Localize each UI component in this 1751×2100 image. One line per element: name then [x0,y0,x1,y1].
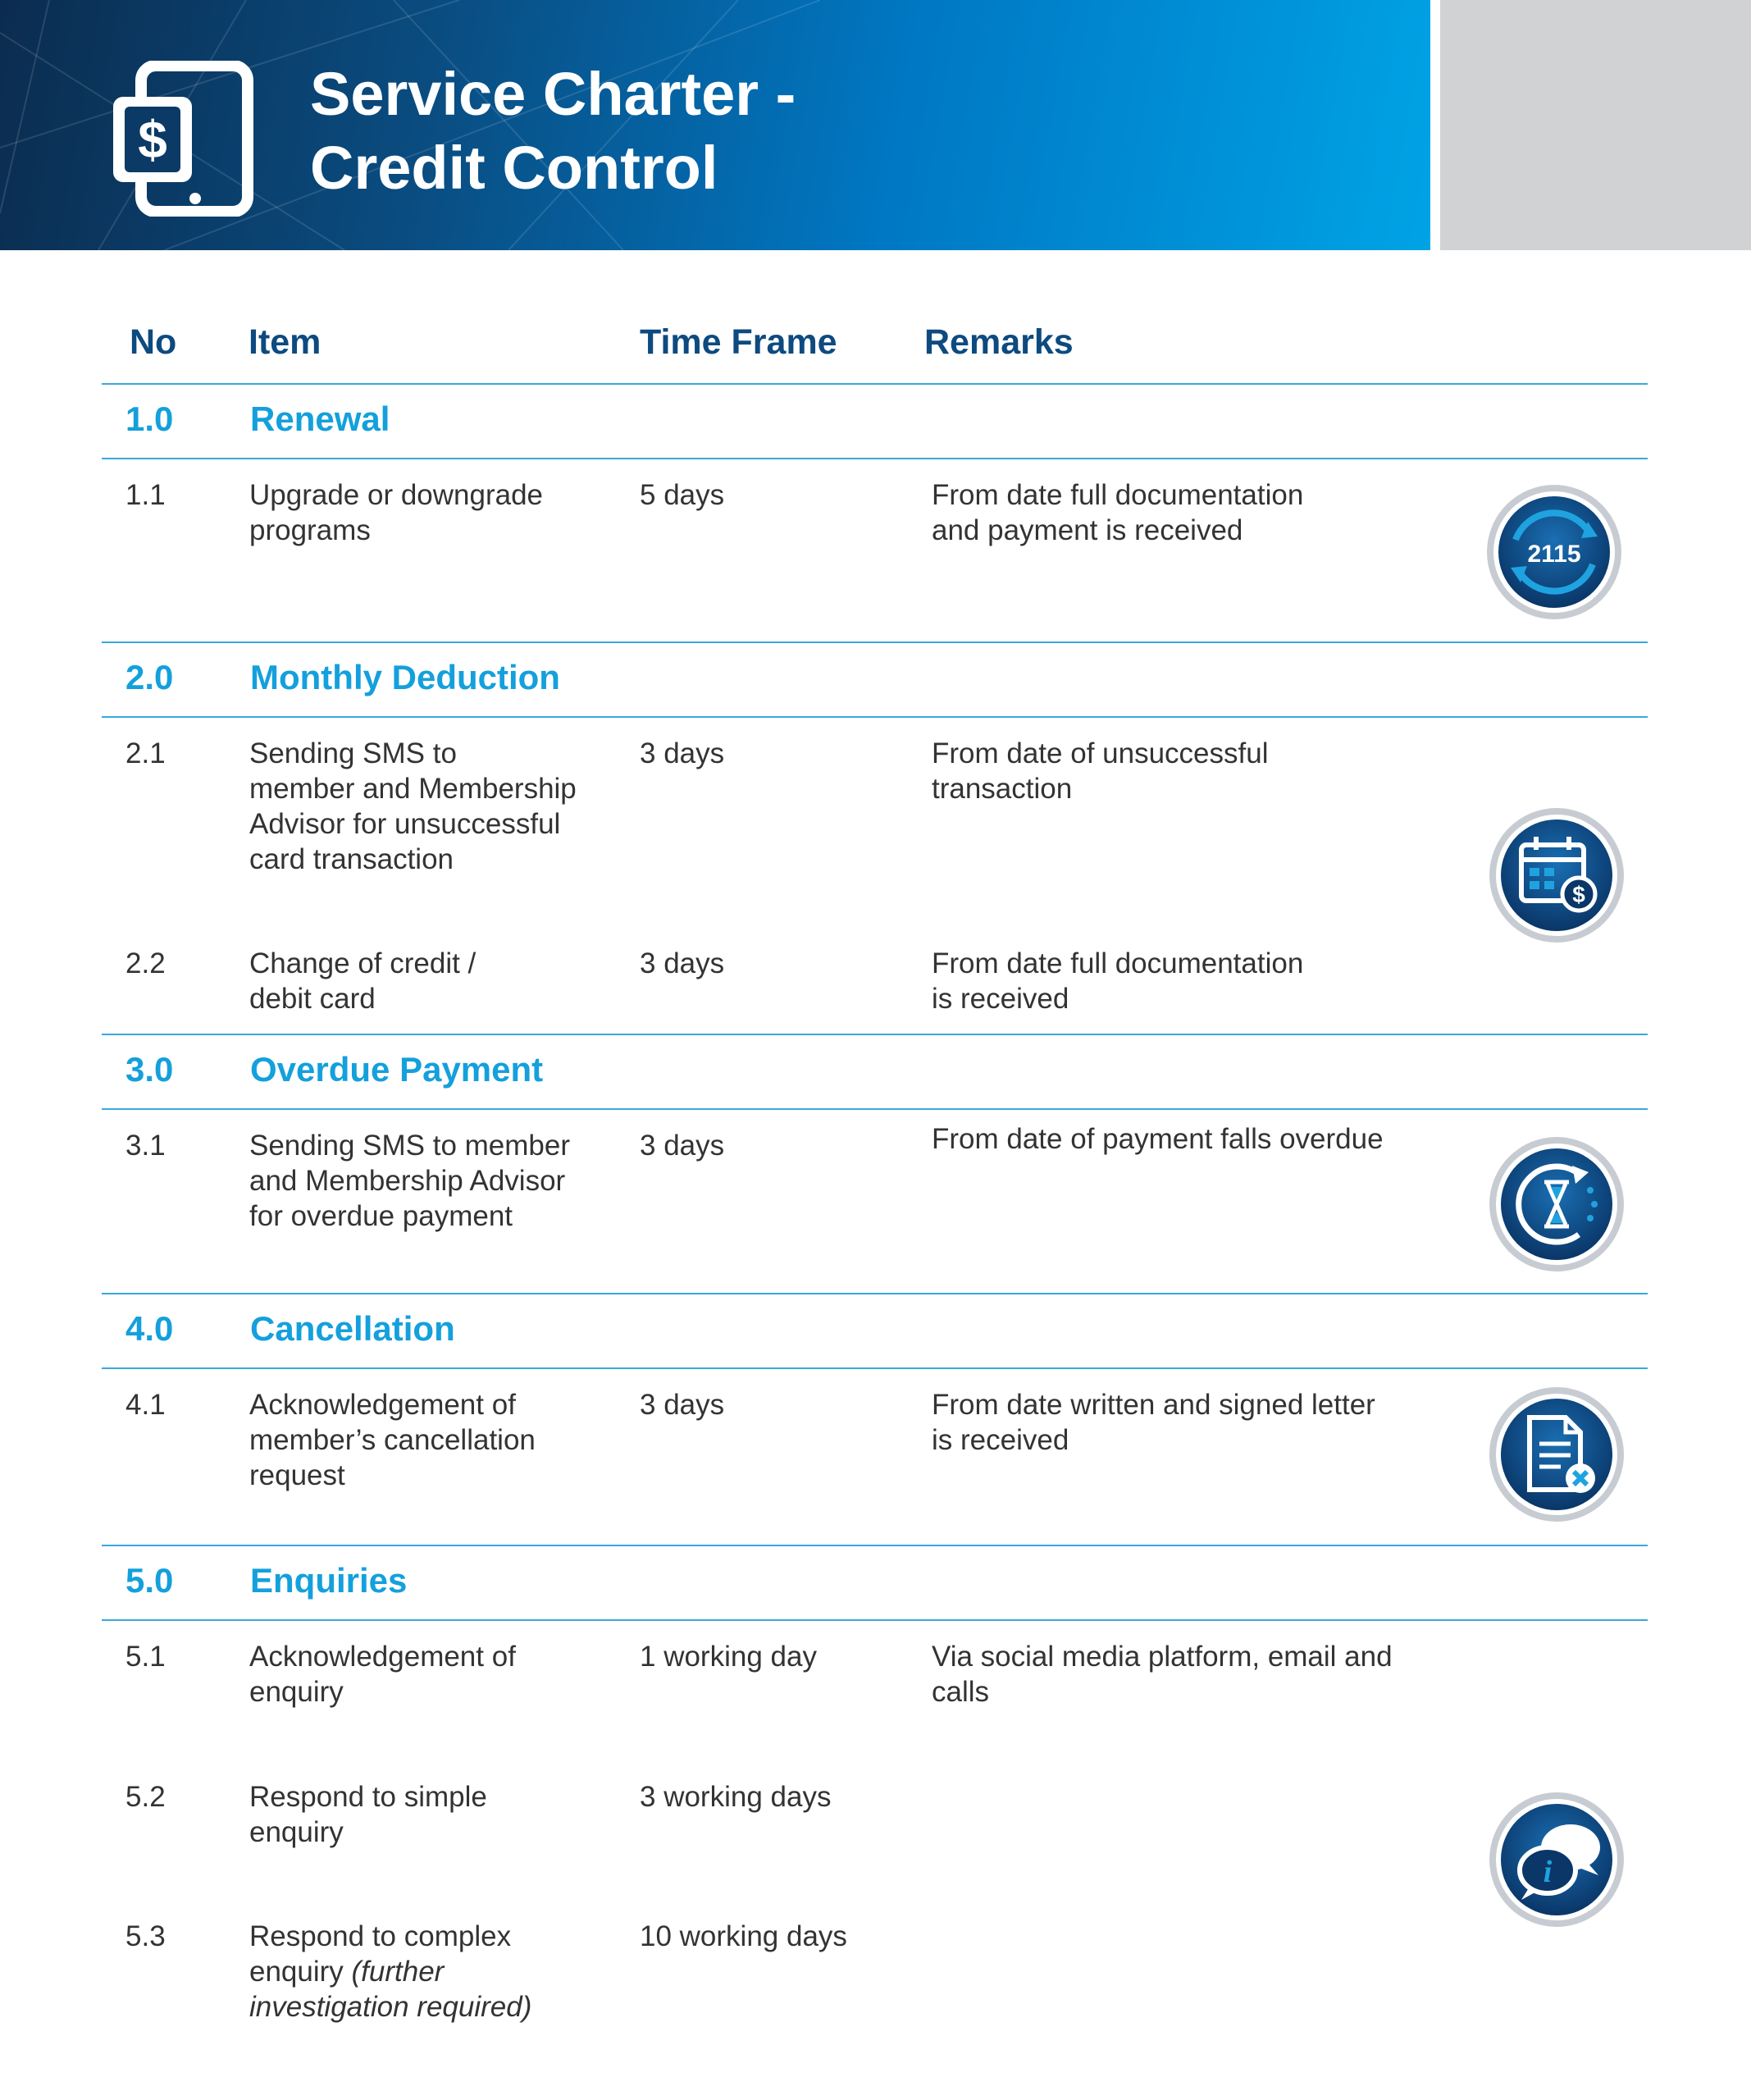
column-header-time-frame: Time Frame [640,322,837,362]
row-item [249,1128,635,1234]
row-number: 5.1 [125,1641,166,1673]
item-line: Sending SMS to [249,737,457,769]
column-header-remarks: Remarks [924,322,1074,362]
section-title: Overdue Payment [250,1050,544,1089]
hourglass-clock-icon [1487,1134,1626,1274]
svg-text:2115: 2115 [1527,541,1581,568]
row-number: 2.2 [125,947,166,979]
divider [102,1293,1648,1294]
divider [102,1545,1648,1546]
item-line: and Membership Advisor [249,1165,566,1197]
item-line: card transaction [249,843,454,875]
row-item [249,1639,635,1710]
divider [102,383,1648,385]
row-time-frame: 3 working days [640,1781,832,1813]
row-remarks [932,1387,1440,1458]
svg-text:$: $ [1572,882,1585,907]
title-line-1: Service Charter - [310,60,796,128]
svg-text:i: i [1543,1855,1553,1889]
item-line: for overdue payment [249,1200,513,1232]
item-line: Respond to simple [249,1781,487,1813]
row-time-frame: 3 days [640,947,725,979]
row-item [249,1387,635,1493]
item-line: Acknowledgement of [249,1641,516,1673]
item-line: debit card [249,983,376,1015]
renewal-2115-icon [1484,482,1624,622]
document-cancel-icon [1487,1385,1626,1524]
remarks-line: From date full documentation [932,479,1304,511]
section-number: 3.0 [125,1050,174,1089]
divider [102,1619,1648,1621]
column-header-no: No [130,322,177,362]
item-line: Respond to complex [249,1920,512,1952]
divider [102,716,1648,718]
section-number: 2.0 [125,658,174,696]
svg-text:$: $ [138,110,167,169]
calendar-dollar-icon [1487,806,1626,945]
row-number: 4.1 [125,1389,166,1421]
remarks-line: From date of payment falls overdue [932,1123,1384,1155]
row-number: 3.1 [125,1130,166,1162]
row-item [249,736,635,877]
row-time-frame: 3 days [640,1130,725,1162]
page-title [310,57,796,205]
item-line: Advisor for unsuccessful [249,808,561,840]
row-number: 1.1 [125,479,166,511]
title-line-2: Credit Control [310,134,718,202]
divider [102,1034,1648,1035]
item-line-text: enquiry [249,1956,344,1988]
row-number: 2.1 [125,737,166,769]
row-item [249,946,635,1016]
remarks-line: is received [932,983,1069,1015]
divider [102,1367,1648,1369]
row-remarks [932,1121,1440,1157]
row-remarks [932,1639,1440,1710]
item-line: member’s cancellation [249,1424,536,1456]
divider [102,458,1648,459]
row-number: 5.3 [125,1920,166,1952]
remarks-line: Via social media platform, email and [932,1641,1393,1673]
row-time-frame: 3 days [640,737,725,769]
remarks-line: From date written and signed letter [932,1389,1375,1421]
item-line: request [249,1459,345,1491]
row-item [249,1919,635,2025]
chat-info-icon [1487,1790,1626,1929]
section-title: Cancellation [250,1309,455,1348]
item-line: member and Membership [249,773,577,805]
header-grey-block [1440,0,1751,250]
remarks-line: and payment is received [932,514,1243,546]
row-number: 5.2 [125,1781,166,1813]
row-item [249,1779,635,1850]
row-time-frame: 5 days [640,479,725,511]
item-line: enquiry [249,1676,344,1708]
item-note: investigation required) [249,1991,532,2023]
row-item [249,477,635,548]
divider [102,1108,1648,1110]
item-line: Upgrade or downgrade [249,479,544,511]
remarks-line: From date full documentation [932,947,1304,979]
item-line: Acknowledgement of [249,1389,516,1421]
column-header-item: Item [249,322,321,362]
item-line [249,1954,635,1989]
section-number: 1.0 [125,399,174,438]
remarks-line: From date of unsuccessful [932,737,1269,769]
tablet-dollar-icon [108,61,256,217]
remarks-line: transaction [932,773,1073,805]
section-title: Monthly Deduction [250,658,560,696]
item-line: enquiry [249,1816,344,1848]
row-remarks [932,477,1440,548]
row-remarks [932,946,1440,1016]
row-remarks [932,736,1440,806]
item-note: (further [351,1956,445,1988]
divider [102,641,1648,643]
row-time-frame: 1 working day [640,1641,817,1673]
row-time-frame: 10 working days [640,1920,847,1952]
section-number: 4.0 [125,1309,174,1348]
row-time-frame: 3 days [640,1389,725,1421]
section-title: Enquiries [250,1561,408,1600]
item-line: Change of credit / [249,947,477,979]
section-number: 5.0 [125,1561,174,1600]
item-line: programs [249,514,371,546]
remarks-line: is received [932,1424,1069,1456]
remarks-line: calls [932,1676,990,1708]
item-line: Sending SMS to member [249,1130,571,1162]
section-title: Renewal [250,399,390,438]
